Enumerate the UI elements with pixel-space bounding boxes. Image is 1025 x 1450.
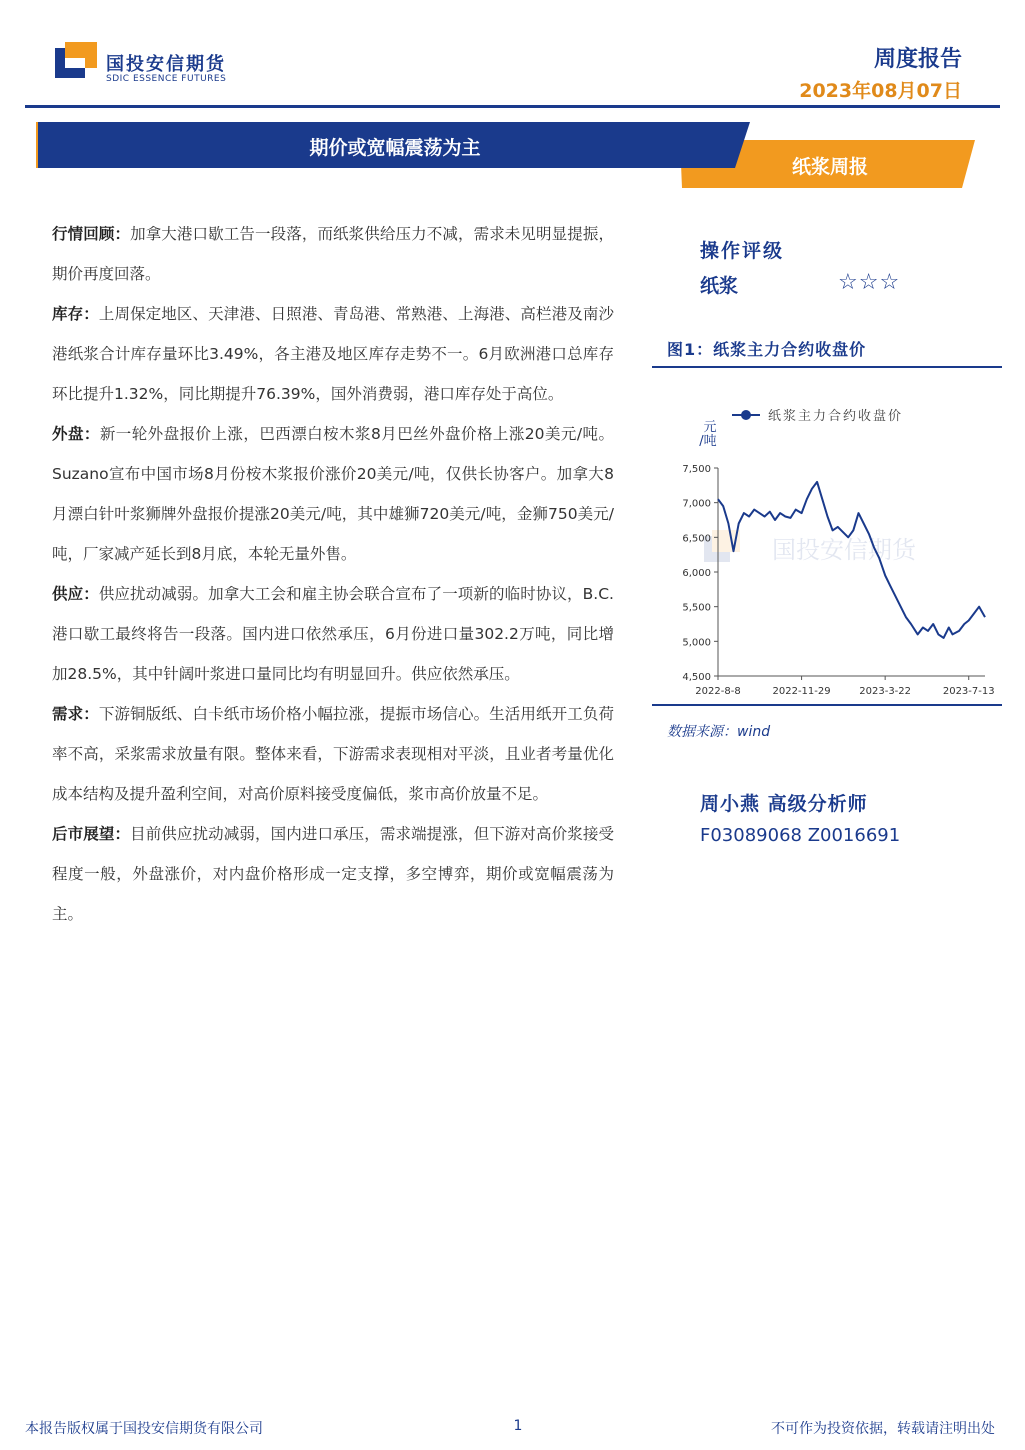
section-heading: 外盘：	[52, 425, 100, 443]
section-text: 上周保定地区、天津港、日照港、青岛港、常熟港、上海港、高栏港及南沙港纸浆合计库存量环比3.49%，各主港及地区库存走势不一。6月欧洲港口总库存环比提升1.32%，同比期提升76.39%，国外消费弱，港口库存处于高位。	[52, 305, 614, 403]
section-heading: 行情回顾：	[52, 225, 131, 243]
figure-divider	[652, 366, 1002, 368]
report-body	[52, 214, 614, 934]
x-tick-label: 2022-8-8	[695, 686, 741, 697]
figure-bottom-divider	[652, 704, 1002, 706]
y-tick-label: 6,500	[682, 533, 711, 545]
section-heading: 需求：	[52, 705, 99, 723]
report-title: 期价或宽幅震荡为主	[309, 137, 481, 159]
section-text: 目前供应扰动减弱，国内进口承压，需求端提涨，但下游对高价浆接受程度一般，外盘涨价，对内盘价格形成一定支撑，多空博弈，期价或宽幅震荡为主。	[52, 825, 614, 923]
section-text: 加拿大港口歇工告一段落，而纸浆供给压力不减，需求未见明显提振，期价再度回落。	[52, 225, 614, 283]
data-source: 数据来源：wind	[667, 724, 771, 740]
rating-stars-icon: ☆☆☆	[838, 270, 901, 295]
section-inventory	[52, 294, 614, 414]
analyst-licence: F03089068 Z0016691	[700, 825, 901, 846]
y-tick-label: 6,000	[682, 568, 711, 579]
page-number: 1	[513, 1418, 523, 1434]
report-date: 2023年08月07日	[799, 80, 962, 102]
footer-copyright: 本报告版权属于国投安信期货有限公司	[25, 1421, 263, 1437]
legend-label: 纸浆主力合约收盘价	[768, 409, 904, 424]
company-name: 国投安信期货	[106, 54, 226, 75]
rating-title: 操作评级	[700, 240, 785, 262]
analyst-name: 周小燕 高级分析师	[700, 793, 868, 815]
report-category: 纸浆周报	[791, 156, 868, 178]
footer-disclaimer: 不可作为投资依据，转载请注明出处	[771, 1421, 995, 1437]
section-text: 新一轮外盘报价上涨，巴西漂白桉木浆8月巴丝外盘价格上涨20美元/吨。Suzano宣布中国市场8月份桉木浆报价涨价20美元/吨，仅供长协客户。加拿大8月漂白针叶浆狮牌外盘报价提涨20美元/吨，其中雄狮720美元/吨，金狮750美元/吨，厂家减产延长到8月底，本轮无量外售。	[52, 425, 614, 563]
y-axis-label: 元	[703, 420, 717, 435]
x-tick-label: 2022-11-29	[772, 686, 831, 697]
watermark-text: 国投安信期货	[772, 536, 916, 564]
x-tick-label: 2023-3-22	[859, 686, 912, 697]
section-outlook	[52, 814, 614, 934]
section-text: 供应扰动减弱。加拿大工会和雇主协会联合宣布了一项新的临时协议，B.C.港口歇工最终将告一段落。国内进口依然承压，6月份进口量302.2万吨，同比增加28.5%，其中针阔叶浆进口量同比均有明显回升。供应依然承压。	[52, 585, 614, 683]
section-text: 下游铜版纸、白卡纸市场价格小幅拉涨，提振市场信心。生活用纸开工负荷率不高，采浆需求放量有限。整体来看，下游需求表现相对平淡，且业者考量优化成本结构及提升盈利空间，对高价原料接受度偏低，浆市高价放量不足。	[52, 705, 614, 803]
rating-product: 纸浆	[700, 275, 739, 297]
section-heading: 库存：	[52, 305, 99, 323]
legend-marker	[741, 410, 751, 420]
section-supply	[52, 574, 614, 694]
section-heading: 供应：	[52, 585, 99, 603]
header-divider	[25, 105, 1000, 108]
y-tick-label: 5,000	[682, 637, 711, 649]
y-axis-label-unit: /吨	[699, 434, 717, 449]
figure-title: 图1：纸浆主力合约收盘价	[667, 340, 867, 359]
company-logo-icon	[55, 42, 97, 84]
y-tick-label: 5,500	[682, 602, 711, 614]
price-line-chart	[652, 398, 1002, 703]
x-tick-label: 2023-7-13	[942, 686, 995, 697]
section-heading: 后市展望：	[52, 825, 131, 843]
y-tick-label: 4,500	[682, 672, 711, 683]
company-name-en: SDIC ESSENCE FUTURES	[106, 74, 227, 84]
y-tick-label: 7,000	[682, 498, 711, 510]
report-type: 周度报告	[873, 47, 962, 72]
section-external-market	[52, 414, 614, 574]
section-market-review	[52, 214, 614, 294]
section-demand	[52, 694, 614, 814]
y-tick-label: 7,500	[682, 464, 711, 475]
